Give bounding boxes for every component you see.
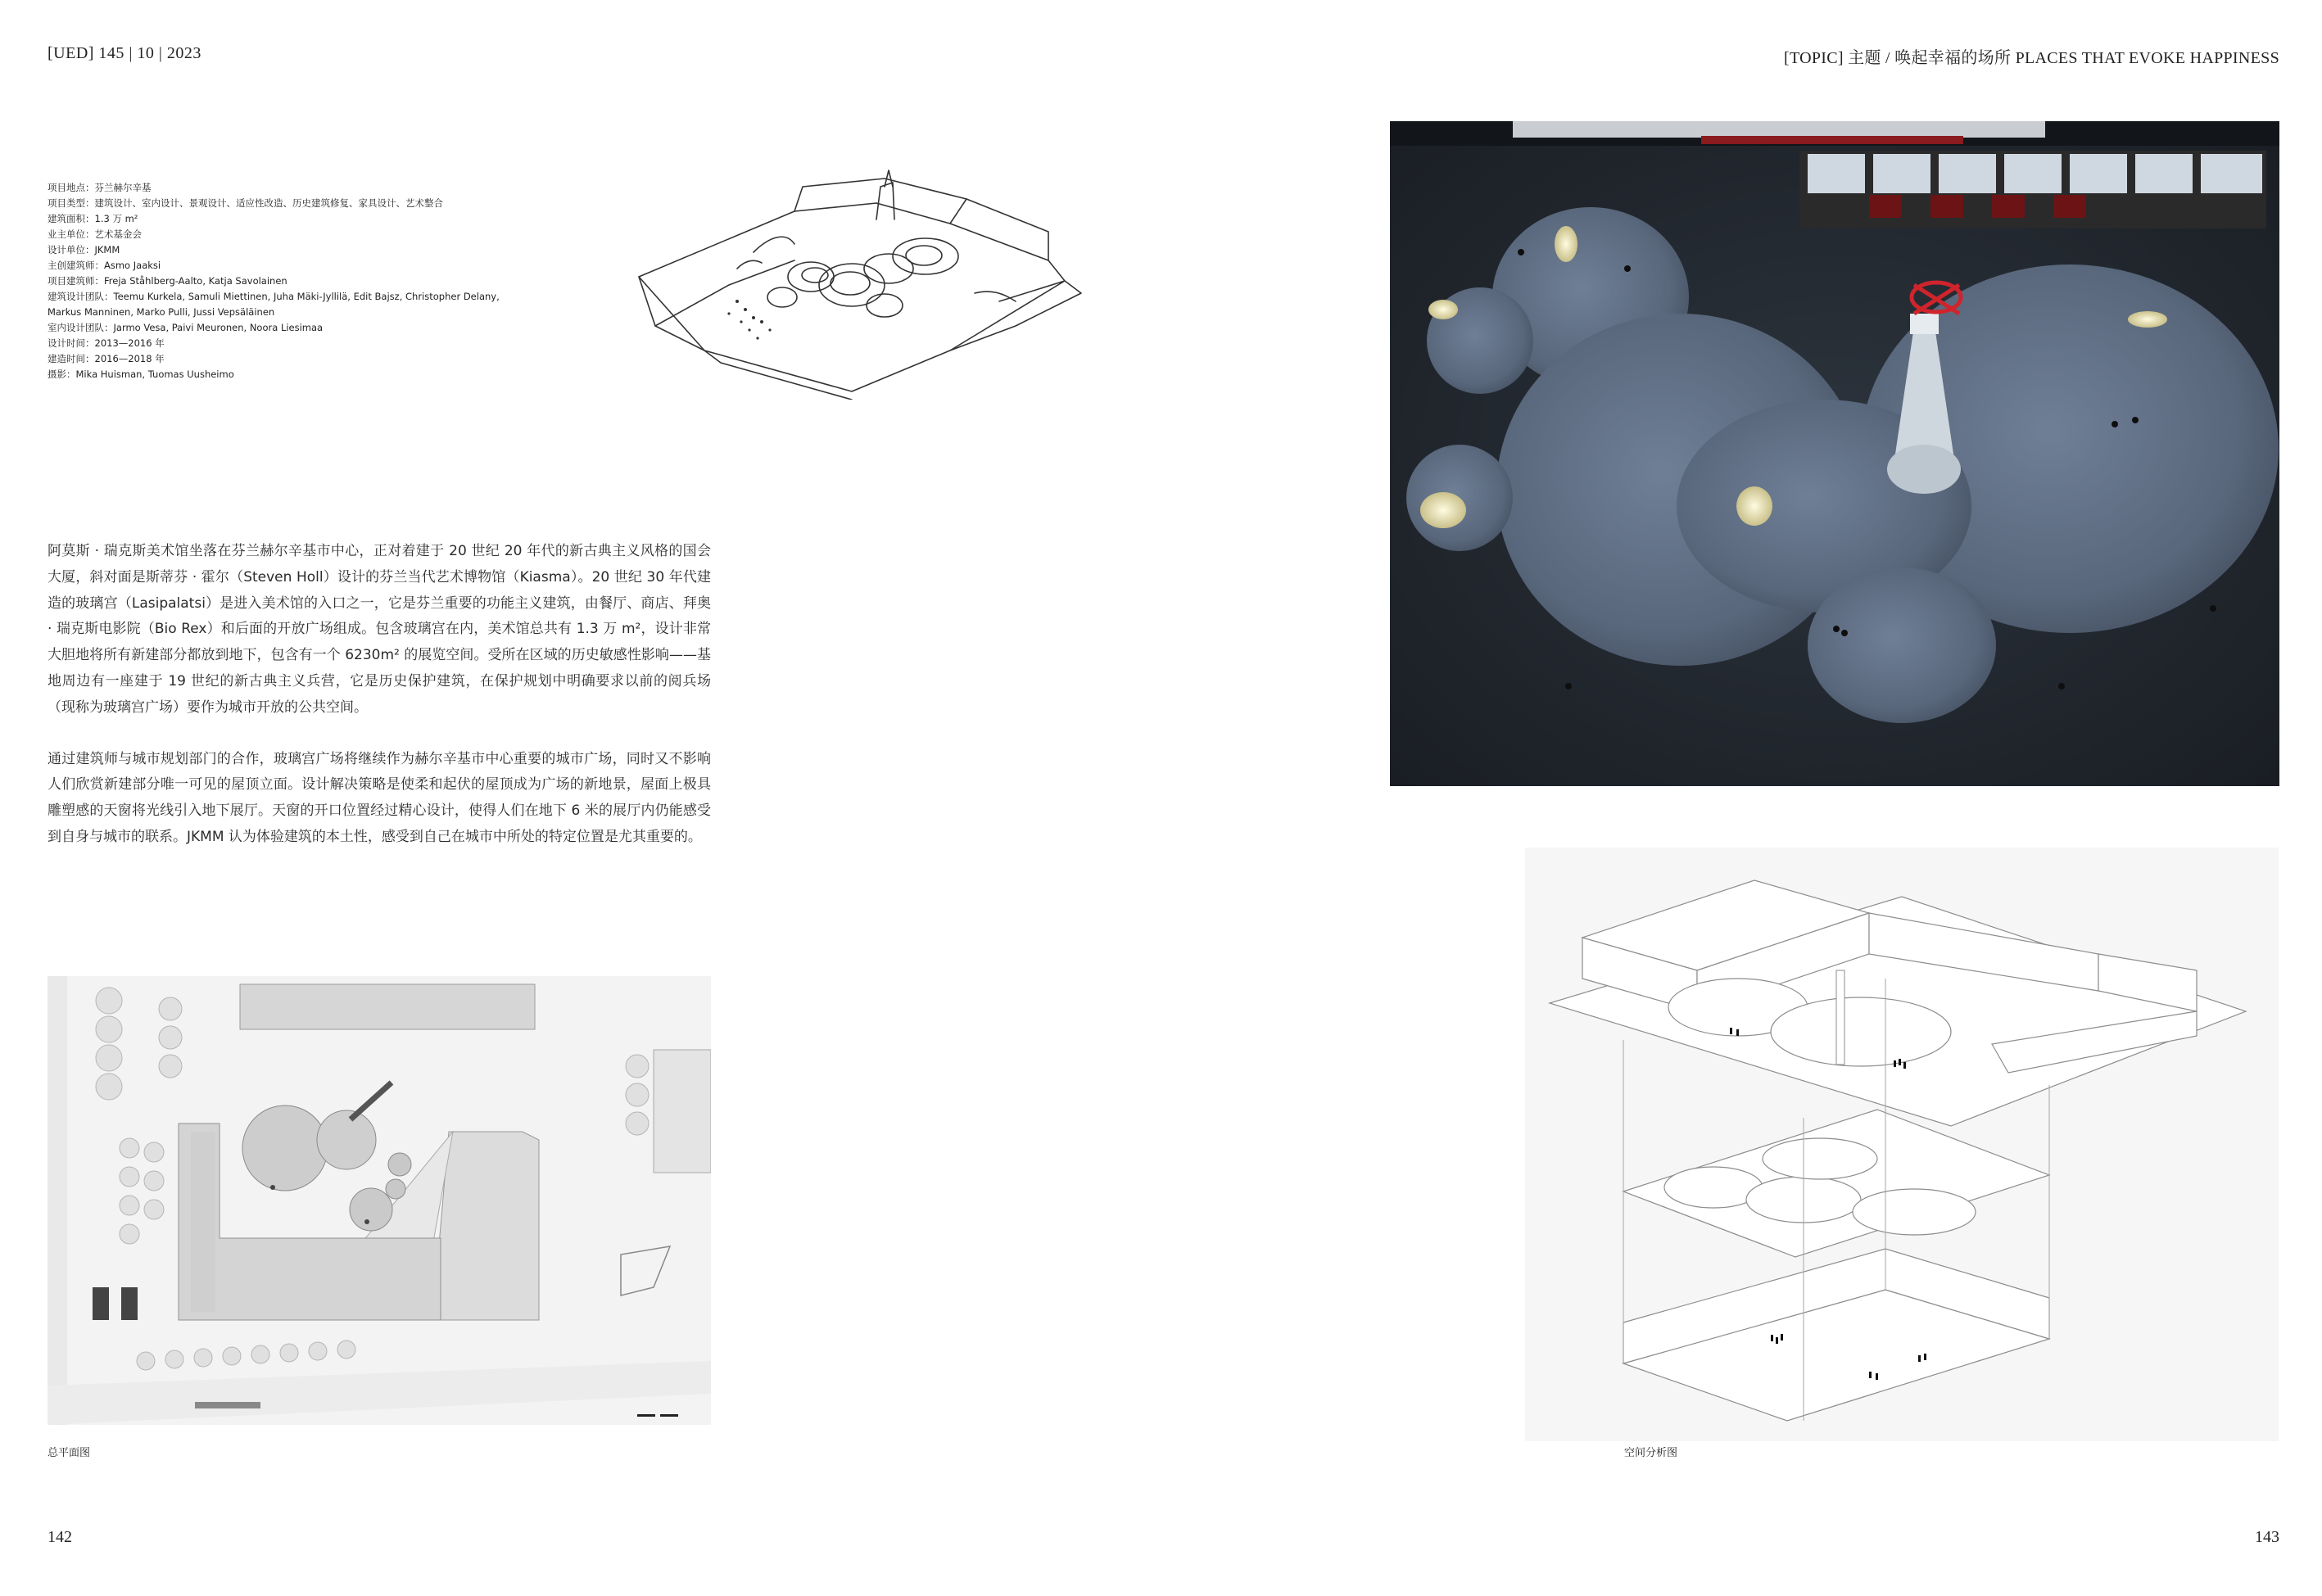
credit-area: 建筑面积：1.3 万 m² [48, 213, 138, 224]
spatial-analysis-caption: 空间分析图 [1624, 1447, 1678, 1459]
article-body [48, 539, 711, 876]
site-plan-drawing [48, 976, 711, 1425]
running-header-right: [TOPIC] 主题 / 唤起幸福的场所 PLACES THAT EVOKE HAPPINESS [1783, 49, 2279, 67]
credit-designer: 设计单位：JKMM [48, 244, 120, 255]
body-paragraph: 通过建筑师与城市规划部门的合作，玻璃宫广场将继续作为赫尔辛基市中心重要的城市广场，同时又不影响人们欣赏新建部分唯一可见的屋顶立面。设计解决策略是使柔和起伏的屋顶成为广场的新地景，屋面上极具雕塑感的天窗将光线引入地下展厅。天窗的开口位置经过精心设计，使得人们在地下 6 米的展厅内仍能感受到自身与城市的联系。JKMM 认为体验建筑的本土性，感受到自己在城市中所处的特定位置是尤其重要的。 [48, 750, 711, 845]
aerial-night-photo [1390, 121, 2279, 786]
credit-design-time: 设计时间：2013—2016 年 [48, 337, 165, 349]
project-credits [48, 180, 523, 382]
concept-sketch [606, 154, 1098, 400]
running-header-left: [UED] 145 | 10 | 2023 [48, 44, 201, 62]
credit-lead-architect: 主创建筑师：Asmo Jaaksi [48, 260, 161, 271]
credit-project-architect: 项目建筑师：Freja Ståhlberg-Aalto, Katja Savolainen [48, 275, 287, 287]
credit-photography: 摄影：Mika Huisman, Tuomas Uusheimo [48, 368, 234, 380]
credit-design-team-cont: Markus Manninen, Marko Pulli, Jussi Vepsäläinen [48, 306, 275, 318]
page-number-left: 142 [48, 1528, 72, 1546]
credit-location: 项目地点：芬兰赫尔辛基 [48, 182, 152, 193]
site-plan-caption: 总平面图 [48, 1447, 91, 1459]
credit-client: 业主单位：艺术基金会 [48, 228, 142, 240]
page-number-right: 143 [2255, 1528, 2279, 1546]
credit-interior-team: 室内设计团队：Jarmo Vesa, Paivi Meuronen, Noora Liesimaa [48, 322, 324, 333]
credit-design-team: 建筑设计团队：Teemu Kurkela, Samuli Miettinen, Juha Mäki-Jyllilä, Edit Bajsz, Christopher Delany, [48, 291, 500, 302]
body-paragraph: 阿莫斯 · 瑞克斯美术馆坐落在芬兰赫尔辛基市中心，正对着建于 20 世纪 20 年代的新古典主义风格的国会大厦，斜对面是斯蒂芬 · 霍尔（Steven Holl）设计的芬兰当代艺术博物馆（Kiasma）。20 世纪 30 年代建造的玻璃宫（Lasipalatsi）是进入美术馆的入口之一，它是芬兰重要的功能主义建筑，由餐厅、商店、拜奥 · 瑞克斯电影院（Bio Rex）和后面的开放广场组成。包含玻璃宫在内，美术馆总共有 1.3 万 m²，设计非常大胆地将所有新建部分都放到地下，包含有一个 6230m² 的展览空间。受所在区域的历史敏感性影响——基地周边有一座建于 19 世纪的新古典主义兵营，它是历史保护建筑，在保护规划中明确要求以前的阅兵场（现称为玻璃宫广场）要作为城市开放的公共空间。 [48, 543, 711, 716]
spatial-analysis-drawing [1525, 848, 2279, 1441]
credit-build-time: 建造时间：2016—2018 年 [48, 353, 165, 364]
credit-type: 项目类型：建筑设计、室内设计、景观设计、适应性改造、历史建筑修复、家具设计、艺术整合 [48, 197, 443, 209]
